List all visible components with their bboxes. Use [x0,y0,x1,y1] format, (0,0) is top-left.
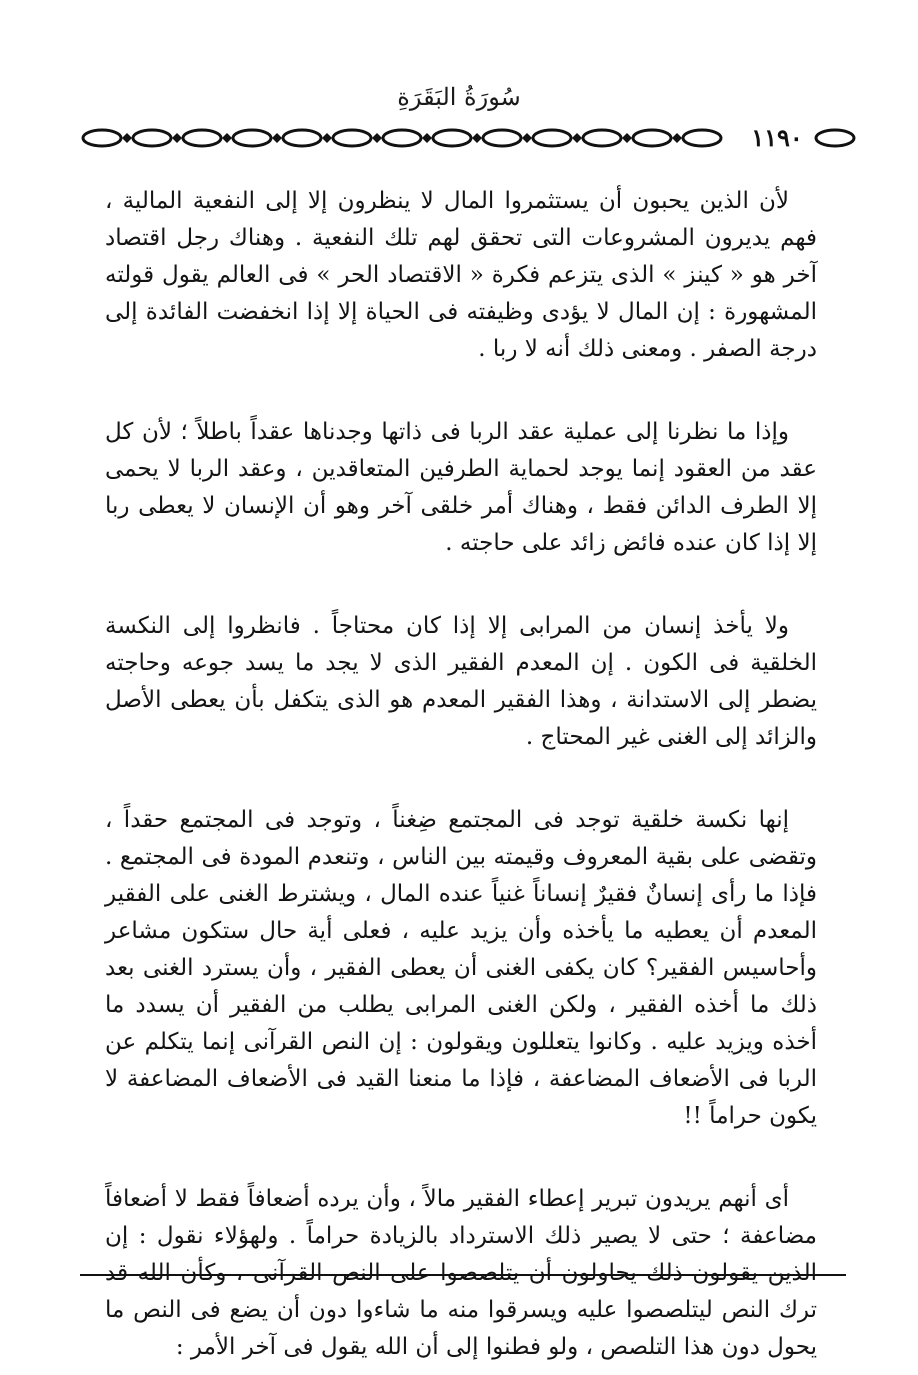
footer-rule [80,1274,846,1276]
ornament-oval [283,130,321,146]
ornament-diamond [572,133,582,143]
ornament-oval [583,130,621,146]
surah-title: سُورَةُ البَقَرَةِ [397,83,521,111]
ornament-diamond [222,133,232,143]
ornament-oval [633,130,671,146]
ornament-oval [433,130,471,146]
paragraph-3: ولا يأخذ إنسان من المرابى إلا إذا كان محتاجاً . فانظروا إلى النكسة الخلقية فى الكون . إن المعدم الفقير الذى لا يجد ما يسد جوعه وحاجته يضطر إلى الاستدانة ، وهذا الفقير المعدم هو الذى يتكفل بأن يعطى الأصل والزائد إلى الغنى غير المحتاج . [105,613,817,750]
ornament-diamond [522,133,532,143]
ornament-diamond [372,133,382,143]
ornament-diamond [172,133,182,143]
ornament-oval [83,130,121,146]
ornament-oval [683,130,721,146]
paragraph-1: لأن الذين يحبون أن يستثمروا المال لا ينظرون إلا إلى النفعية المالية ، فهم يديرون المشروعات التى تحقق لهم تلك النفعية . وهناك رجل اقتصاد آخر هو « كينز » الذى يتزعم فكرة « الاقتصاد الحر » فى العالم يقول قولته المشهورة : إن المال لا يؤدى وظيفته فى الحياة إلا إذا انخفضت الفائدة إلى درجة الصفر . ومعنى ذلك أنه لا ربا . [105,188,817,362]
ornament-oval [483,130,521,146]
ornament-oval [816,130,854,146]
ornament-oval [183,130,221,146]
ornament-oval [133,130,171,146]
ornament-oval [533,130,571,146]
paragraph-5: أى أنهم يريدون تبرير إعطاء الفقير مالاً ، وأن يرده أضعافاً فقط لا أضعافاً مضاعفة ؛ حتى لا يصير ذلك الاسترداد بالزيادة حراماً . ولهؤلاء نقول : إن الذين يقولون ذلك يحاولون أن يتلصصوا على النص القرآنى ، وكأن الله قد ترك النص ليتلصصوا عليه ويسرقوا منه ما شاءوا دون أن يضع فى النص ما يحول دون هذا التلصص ، ولو فطنوا إلى أن الله يقول فى آخر الأمر : [105,1186,817,1360]
ornament-diamond [472,133,482,143]
ornament-diamond [322,133,332,143]
body-text [105,183,817,1366]
ornament-diamond [422,133,432,143]
ornament-diamond [122,133,132,143]
ornament-oval [233,130,271,146]
paragraph-4: إنها نكسة خلقية توجد فى المجتمع ضِغناً ، وتوجد فى المجتمع حقداً ، وتقضى على بقية المعروف وقيمته بين الناس ، وتنعدم المودة فى المجتمع . فإذا ما رأى إنسانٌ فقيرٌ إنساناً غنياً عنده المال ، ويشترط الغنى على الفقير المعدم أن يعطيه ما يأخذه وأن يزيد عليه ، فعلى أية حال ستكون مشاعر وأحاسيس الفقير؟ كان يكفى الغنى أن يعطى الفقير ، وأن يسترد الغنى بعد ذلك ما أخذه الفقير ، ولكن الغنى المرابى يطلب من الفقير أن يسدد ما أخذه ويزيد عليه . وكانوا يتعللون ويقولون : إن النص القرآنى إنما يتكلم عن الربا فى الأضعاف المضاعفة ، فإذا ما منعنا القيد فى الأضعاف المضاعفة لا يكون حراماً !! [105,807,817,1129]
ornament-oval [383,130,421,146]
ornament-oval [333,130,371,146]
page-number: ١١٩٠ [751,123,803,152]
ornament-diamond [272,133,282,143]
ornament-diamond [672,133,682,143]
ornament-diamond [622,133,632,143]
paragraph-2: وإذا ما نظرنا إلى عملية عقد الربا فى ذاتها وجدناها عقداً باطلاً ؛ لأن كل عقد من العقود إنما يوجد لحماية الطرفين المتعاقدين ، وعقد الربا لا يحمى إلا الطرف الدائن فقط ، وهناك أمر خلقى آخر وهو أن الإنسان لا يعطى ربا إلا إذا كان عنده فائض زائد على حاجته . [105,419,817,556]
